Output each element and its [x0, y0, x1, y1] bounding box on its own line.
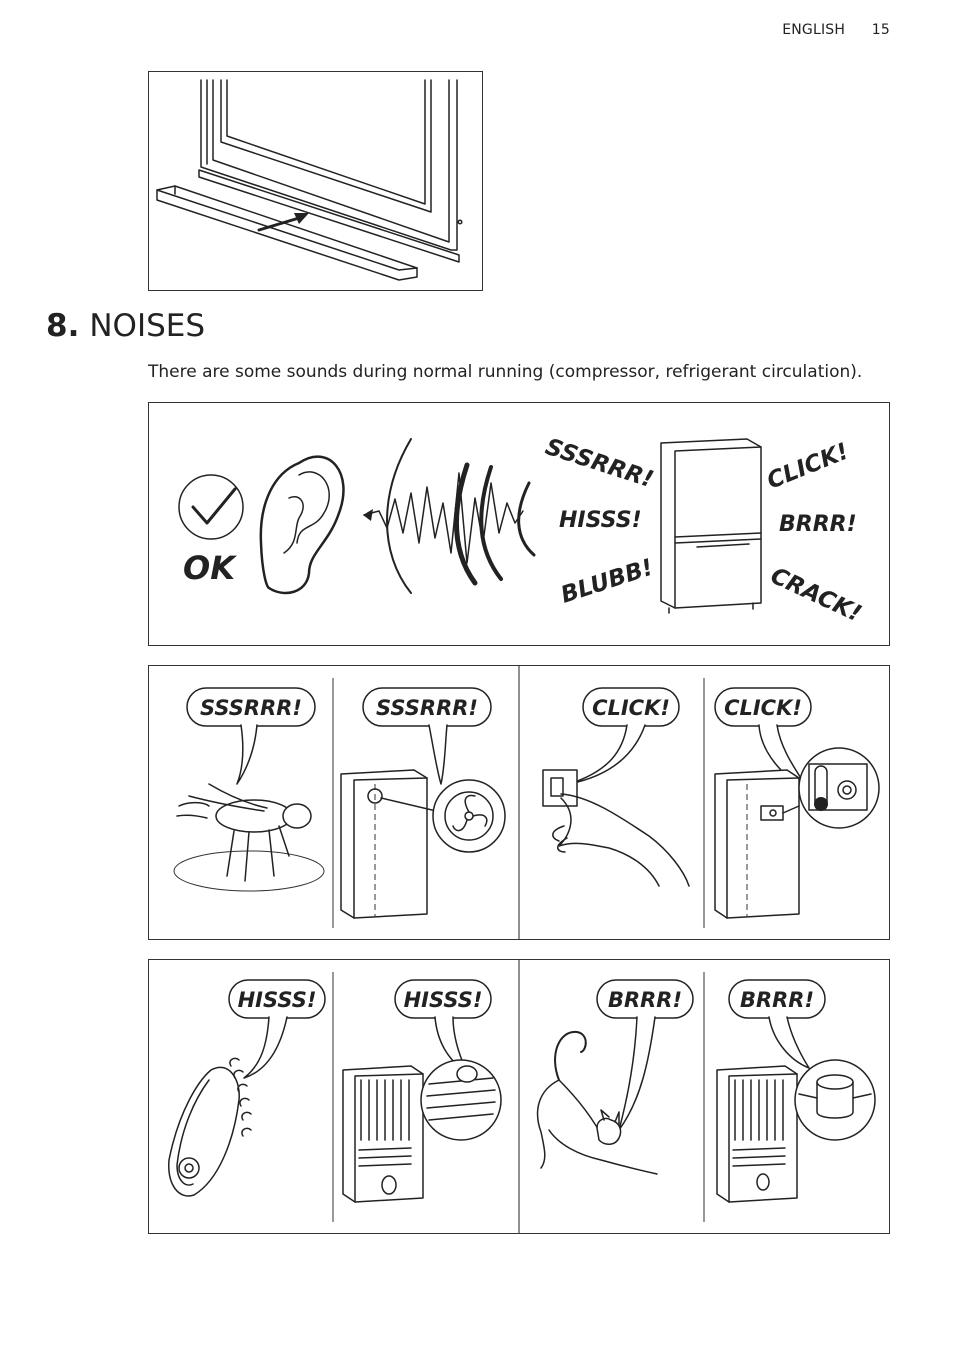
- noise-sources-row-2-drawing: [149, 960, 889, 1233]
- normal-noises-figure: [148, 402, 890, 646]
- fridge-compressor-icon: [717, 1060, 875, 1202]
- sound-wave-icon: [363, 439, 534, 593]
- bubble-label: SSSRRR!: [376, 696, 478, 720]
- sound-label: BRRR!: [779, 512, 857, 537]
- section-title: NOISES: [89, 308, 206, 344]
- speech-bubble: [229, 980, 325, 1078]
- speech-bubble: [395, 980, 491, 1072]
- speech-bubble: [363, 688, 491, 784]
- bubble-label: CLICK!: [592, 696, 670, 720]
- noise-sources-row-1: [148, 665, 890, 940]
- check-icon: [179, 475, 243, 539]
- section-number: 8.: [46, 308, 80, 344]
- iron-icon: [169, 1058, 251, 1196]
- bubble-label: BRRR!: [739, 988, 815, 1012]
- bubble-label: CLICK!: [724, 696, 802, 720]
- page-header: [782, 22, 890, 38]
- sound-label: CRACK!: [766, 562, 866, 628]
- sound-label: SSSRRR!: [542, 433, 657, 494]
- intro-paragraph: There are some sounds during normal running (compressor, refrigerant circulation).: [148, 362, 863, 382]
- door-plinth-figure: [148, 71, 483, 291]
- speech-bubble: [597, 980, 693, 1130]
- speech-bubble: [569, 688, 679, 784]
- bubble-label: HISSS!: [403, 988, 483, 1012]
- ear-icon: [261, 457, 344, 593]
- door-plinth-drawing: [149, 72, 482, 290]
- sound-label: HISSS!: [559, 508, 642, 533]
- bubble-label: HISSS!: [237, 988, 317, 1012]
- page-number: 15: [871, 22, 890, 38]
- section-heading: [46, 308, 205, 344]
- fly-icon: [174, 784, 324, 891]
- language-label: ENGLISH: [782, 22, 846, 38]
- ok-label: OK: [183, 549, 235, 587]
- noise-sources-row-1-drawing: [149, 666, 889, 939]
- bubble-label: SSSRRR!: [200, 696, 302, 720]
- sound-label: BLUBB!: [557, 554, 657, 609]
- noise-sources-row-2: [148, 959, 890, 1234]
- hand-switch-icon: [543, 770, 689, 886]
- fridge-fan-icon: [341, 770, 505, 918]
- bubble-label: BRRR!: [607, 988, 683, 1012]
- sound-label: CLICK!: [763, 438, 853, 495]
- speech-bubble: [729, 980, 825, 1068]
- fridge-coils-icon: [343, 1060, 501, 1202]
- normal-noises-drawing: [149, 403, 889, 645]
- fridge-icon: [661, 439, 761, 613]
- speech-bubble: [187, 688, 315, 784]
